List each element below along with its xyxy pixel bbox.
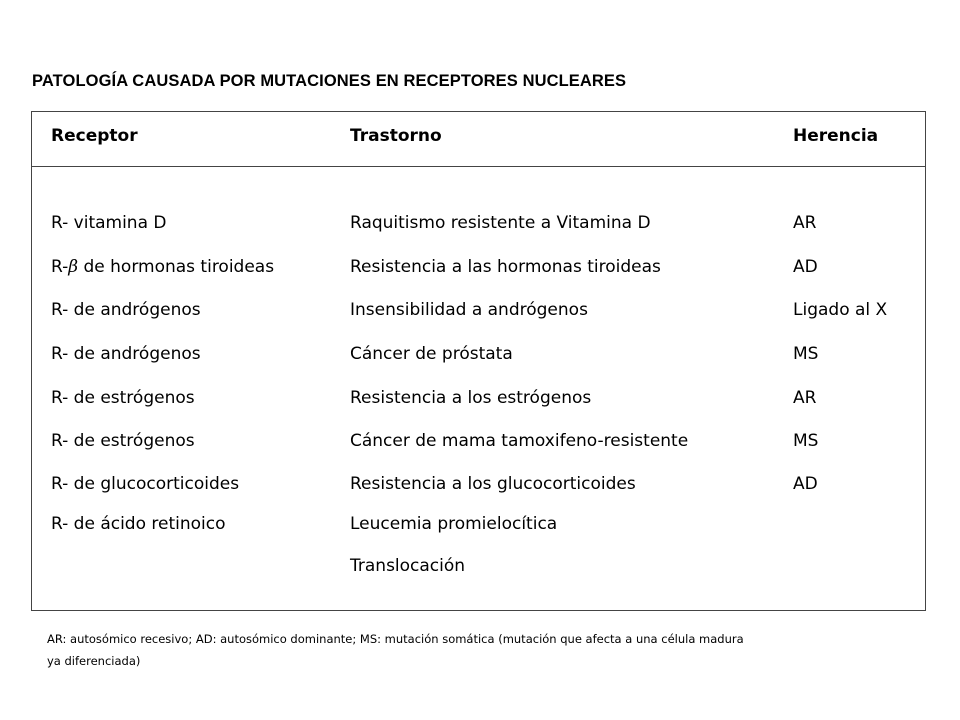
row-trastorno: Resistencia a los estrógenos — [350, 388, 592, 408]
row-receptor: R- de andrógenos — [51, 300, 201, 320]
row-trastorno: Cáncer de mama tamoxifeno-resistente — [350, 431, 689, 451]
row-receptor — [51, 257, 274, 277]
row-trastorno: Raquitismo resistente a Vitamina D — [350, 213, 651, 233]
receptor-table — [31, 111, 926, 611]
row-receptor: R- de glucocorticoides — [51, 474, 240, 494]
row-receptor: R- de estrógenos — [51, 431, 195, 451]
row-herencia: AR — [793, 213, 817, 233]
row-herencia: AD — [793, 474, 818, 494]
row-herencia: MS — [793, 344, 819, 364]
row-herencia: AR — [793, 388, 817, 408]
footnote — [47, 628, 877, 672]
row-trastorno: Translocación — [350, 556, 466, 576]
column-header-trastorno: Trastorno — [350, 126, 442, 146]
row-herencia: MS — [793, 431, 819, 451]
row-herencia: Ligado al X — [793, 300, 888, 320]
column-header-receptor: Receptor — [51, 126, 138, 146]
row-trastorno: Cáncer de próstata — [350, 344, 513, 364]
receptor-prefix: R- — [51, 257, 69, 277]
footnote-line-2: ya diferenciada) — [47, 654, 141, 668]
row-trastorno: Resistencia a las hormonas tiroideas — [350, 257, 661, 277]
row-receptor: R- de ácido retinoico — [51, 514, 226, 534]
header-divider — [32, 166, 925, 167]
footnote-line-1: AR: autosómico recesivo; AD: autosómico dominante; MS: mutación somática (mutación que afecta a una célula madura — [47, 632, 744, 646]
column-header-herencia: Herencia — [793, 126, 879, 146]
row-herencia: AD — [793, 257, 818, 277]
row-trastorno: Insensibilidad a andrógenos — [350, 300, 588, 320]
row-trastorno: Resistencia a los glucocorticoides — [350, 474, 636, 494]
beta-symbol: β — [68, 257, 79, 277]
row-receptor: R- de andrógenos — [51, 344, 201, 364]
row-receptor: R- vitamina D — [51, 213, 167, 233]
row-receptor: R- de estrógenos — [51, 388, 195, 408]
receptor-suffix: de hormonas tiroideas — [78, 257, 275, 277]
row-trastorno: Leucemia promielocítica — [350, 514, 558, 534]
page-title: PATOLOGÍA CAUSADA POR MUTACIONES EN RECEPTORES NUCLEARES — [32, 72, 627, 90]
